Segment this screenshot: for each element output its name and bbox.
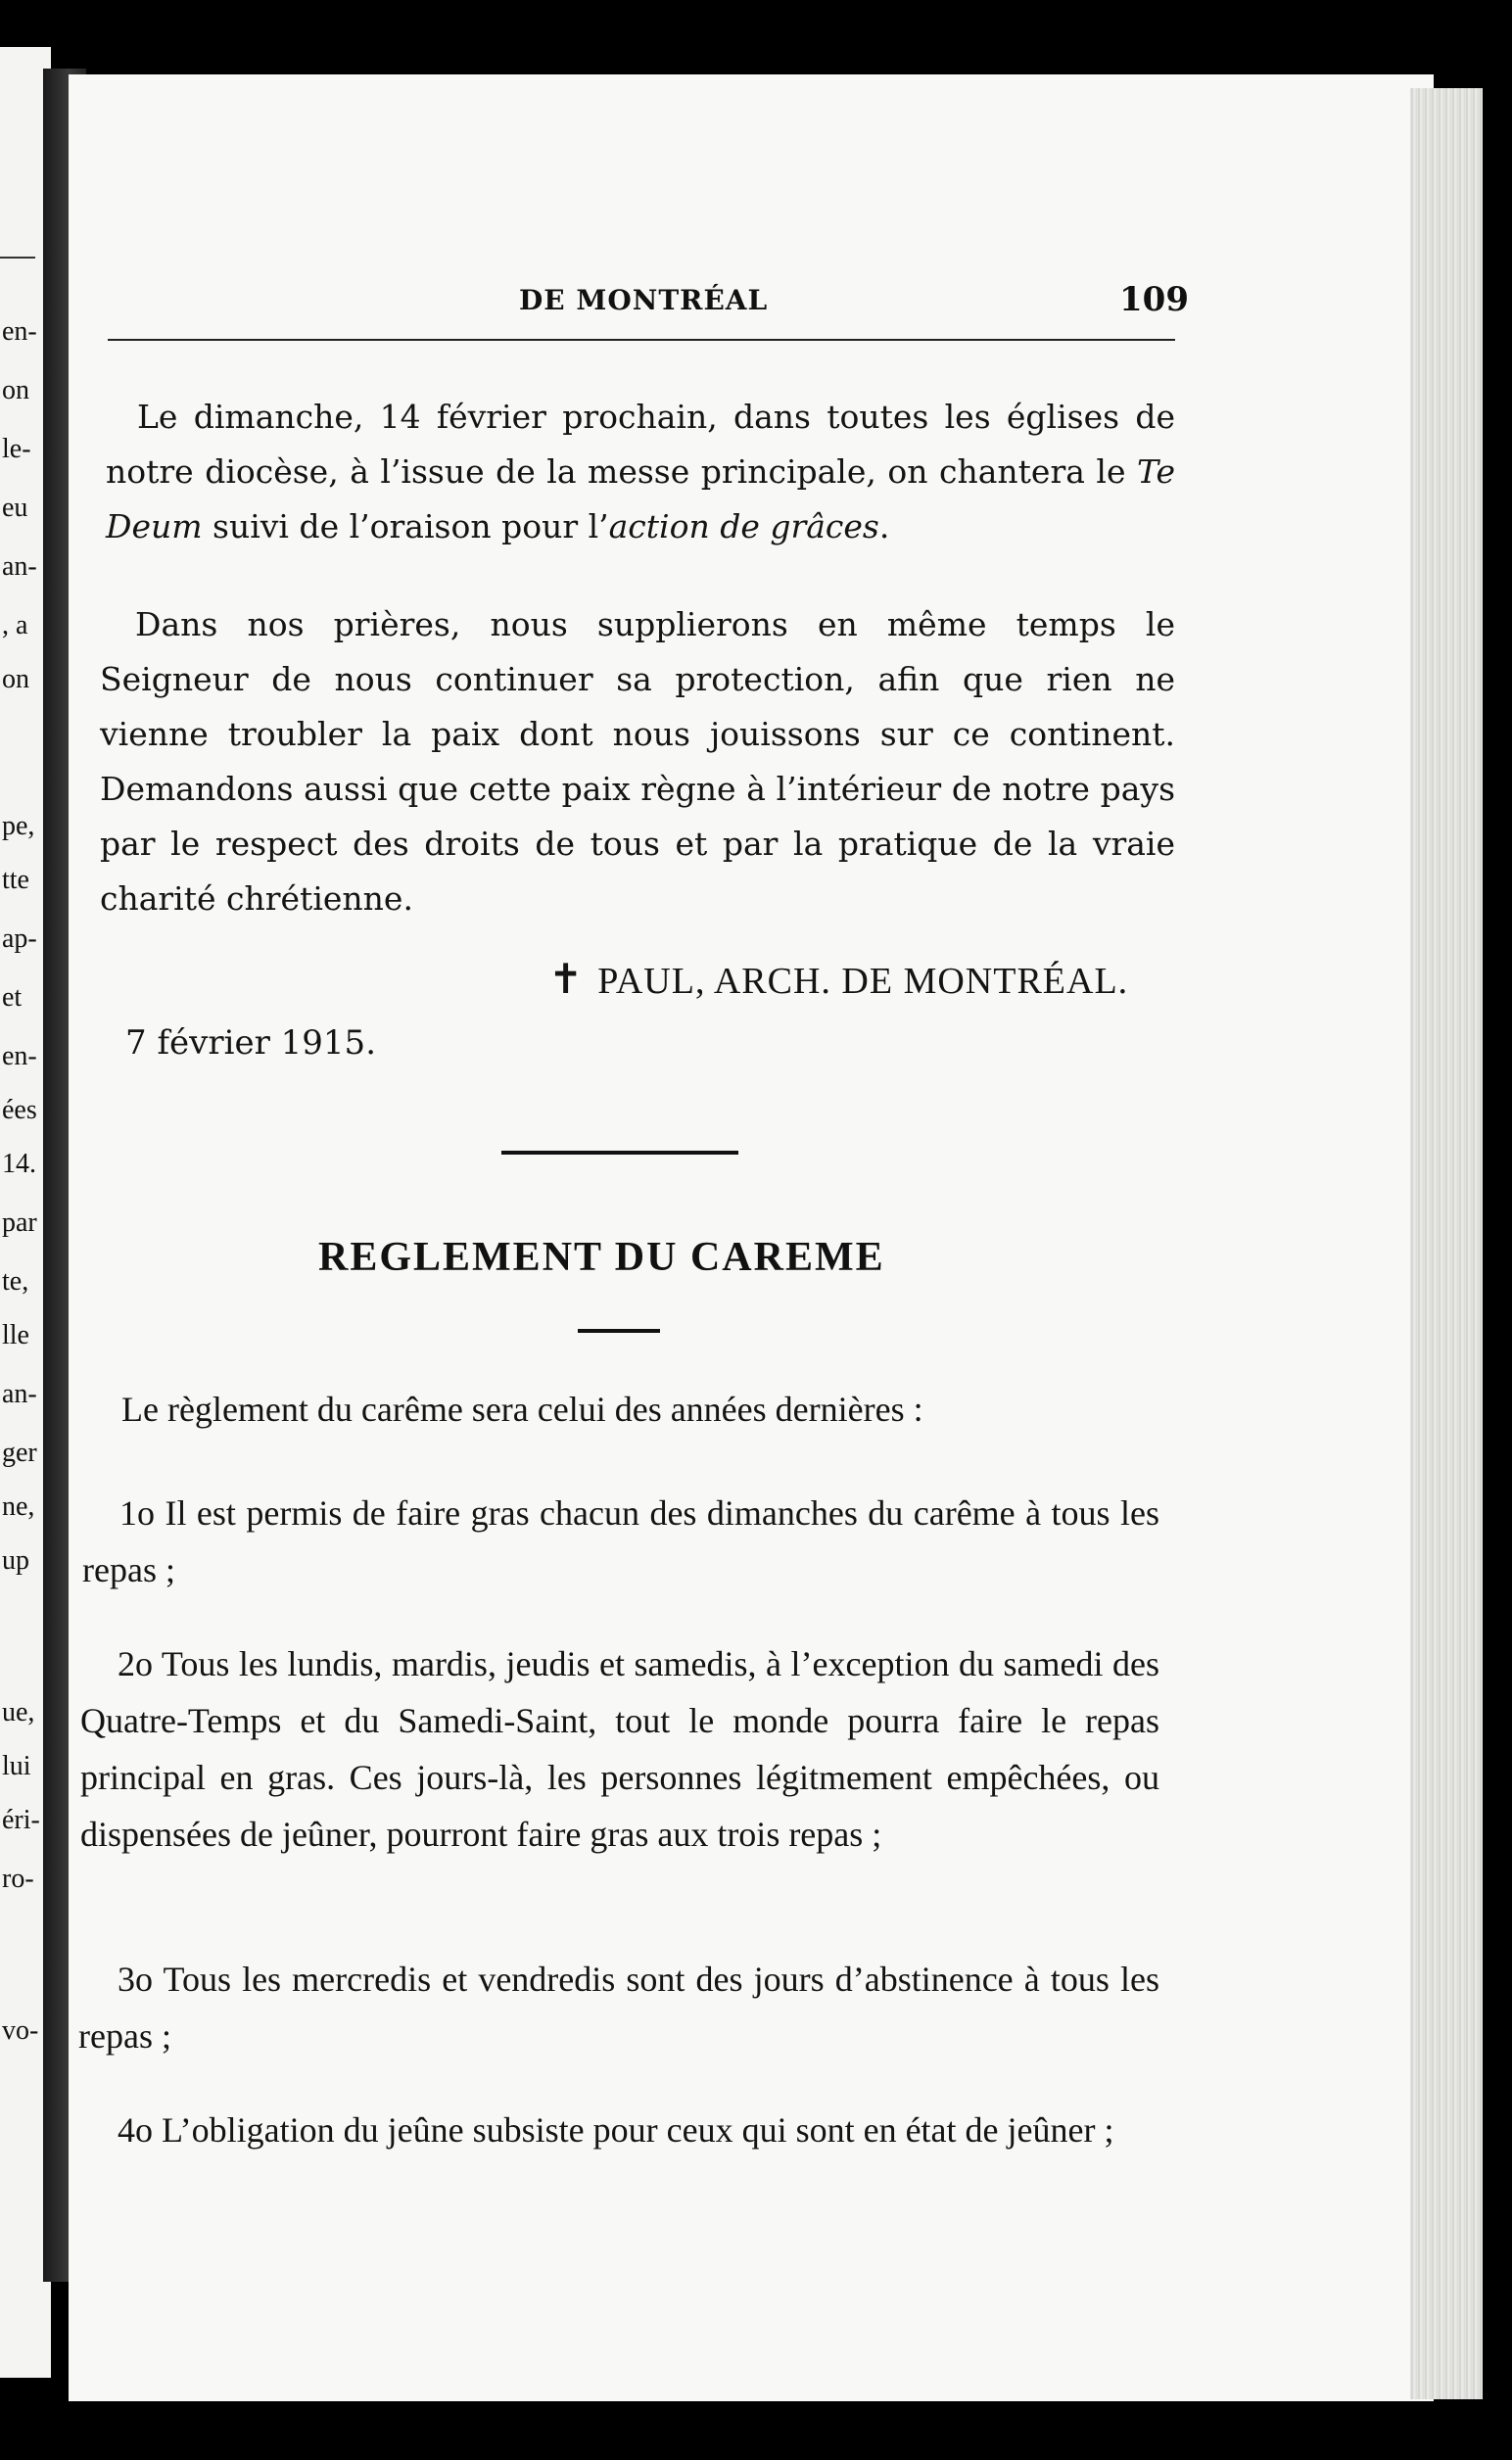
left-page-fragment: on xyxy=(2,666,29,693)
left-page-fragment: ger xyxy=(2,1440,37,1467)
regulation-intro: Le règlement du carême sera celui des années dernières : xyxy=(121,1390,923,1429)
regulation-item-3: 3o Tous les mercredis et vendredis sont des jours d’abstinence à tous les repas ; xyxy=(78,1960,1159,2056)
cross-icon: ✝ xyxy=(548,955,585,1003)
left-page-fragment: ne, xyxy=(2,1493,35,1521)
left-page-fragment: et xyxy=(2,984,23,1012)
action-de-graces-italic: action de grâces xyxy=(608,507,879,545)
header-rule xyxy=(108,339,1175,341)
left-page-fragment: vo- xyxy=(2,2017,39,2045)
left-page-fragment: tte xyxy=(2,867,29,894)
section-title: REGLEMENT DU CAREME xyxy=(318,1235,885,1280)
left-page-fragment: 14. xyxy=(2,1151,36,1178)
left-page-fragment: lle xyxy=(2,1322,29,1349)
te-deum-italic: Te Deum xyxy=(106,452,1175,545)
left-page-fragment: le- xyxy=(2,436,31,463)
signature xyxy=(548,955,1128,1003)
left-page-rule xyxy=(0,257,35,259)
page-number: 109 xyxy=(1119,280,1189,319)
left-page-fragment: ue, xyxy=(2,1699,35,1727)
left-page-fragment: pe, xyxy=(2,813,35,840)
title-underline-rule xyxy=(578,1329,660,1333)
regulation-item-4: 4o L’obligation du jeûne subsiste pour ceux qui sont en état de jeûner ; xyxy=(118,2110,1114,2150)
left-page-fragment: eu xyxy=(2,495,28,522)
left-page-fragment: on xyxy=(2,377,29,404)
left-page-fragment: an- xyxy=(2,553,37,581)
left-page-fragment: ap- xyxy=(2,925,37,953)
para1-end: . xyxy=(878,507,890,545)
regulation-item-1: 1o Il est permis de faire gras chacun des dimanches du carême à tous les repas ; xyxy=(82,1493,1159,1589)
left-page-fragment: up xyxy=(2,1547,29,1575)
left-page-fragment: ées xyxy=(2,1097,37,1124)
left-page-fragment: lui xyxy=(2,1753,31,1780)
regulation-item-2: 2o Tous les lundis, mardis, jeudis et samedis, à l’exception du samedi des Quatre-Temps et du Samedi-Saint, tout le monde pourra faire le repas principal en gras. Ces jours-là, les personnes légitmement empêchées, ou dispensées de jeûner, pourront faire gras aux trois repas ; xyxy=(80,1644,1159,1854)
running-head: DE MONTRÉAL xyxy=(519,284,769,316)
left-page-fragment: éri- xyxy=(2,1807,40,1834)
left-page-fragment: te, xyxy=(2,1268,29,1296)
left-page-fragment: ro- xyxy=(2,1866,34,1893)
page-block-edge xyxy=(1410,88,1483,2399)
para1-mid: suivi de l’oraison pour l’ xyxy=(202,507,609,545)
left-page-fragment: par xyxy=(2,1209,37,1237)
left-page-fragment: an- xyxy=(2,1381,37,1408)
paragraph-prayers: Dans nos prières, nous supplierons en même temps le Seigneur de nous continuer sa protection, afin que rien ne vienne troubler la paix dont nous jouissons sur ce continent. Demandons aussi que cette paix règne à l’intérieur de notre pays par le respect des droits de tous et par la pratique de la vraie charité chrétienne. xyxy=(100,605,1175,918)
left-page-fragment: en- xyxy=(2,1043,37,1070)
para1-start: Le dimanche, 14 février prochain, dans toutes les églises de notre diocèse, à l’issue de la messe principale, on chantera le xyxy=(106,398,1175,491)
signature-text: PAUL, ARCH. DE MONTRÉAL. xyxy=(597,961,1129,1002)
left-page-fragment: , a xyxy=(2,612,28,639)
paragraph-te-deum xyxy=(106,390,1175,554)
section-separator-rule xyxy=(501,1151,738,1155)
left-page-fragment: en- xyxy=(2,318,37,346)
letter-date: 7 février 1915. xyxy=(125,1023,376,1063)
